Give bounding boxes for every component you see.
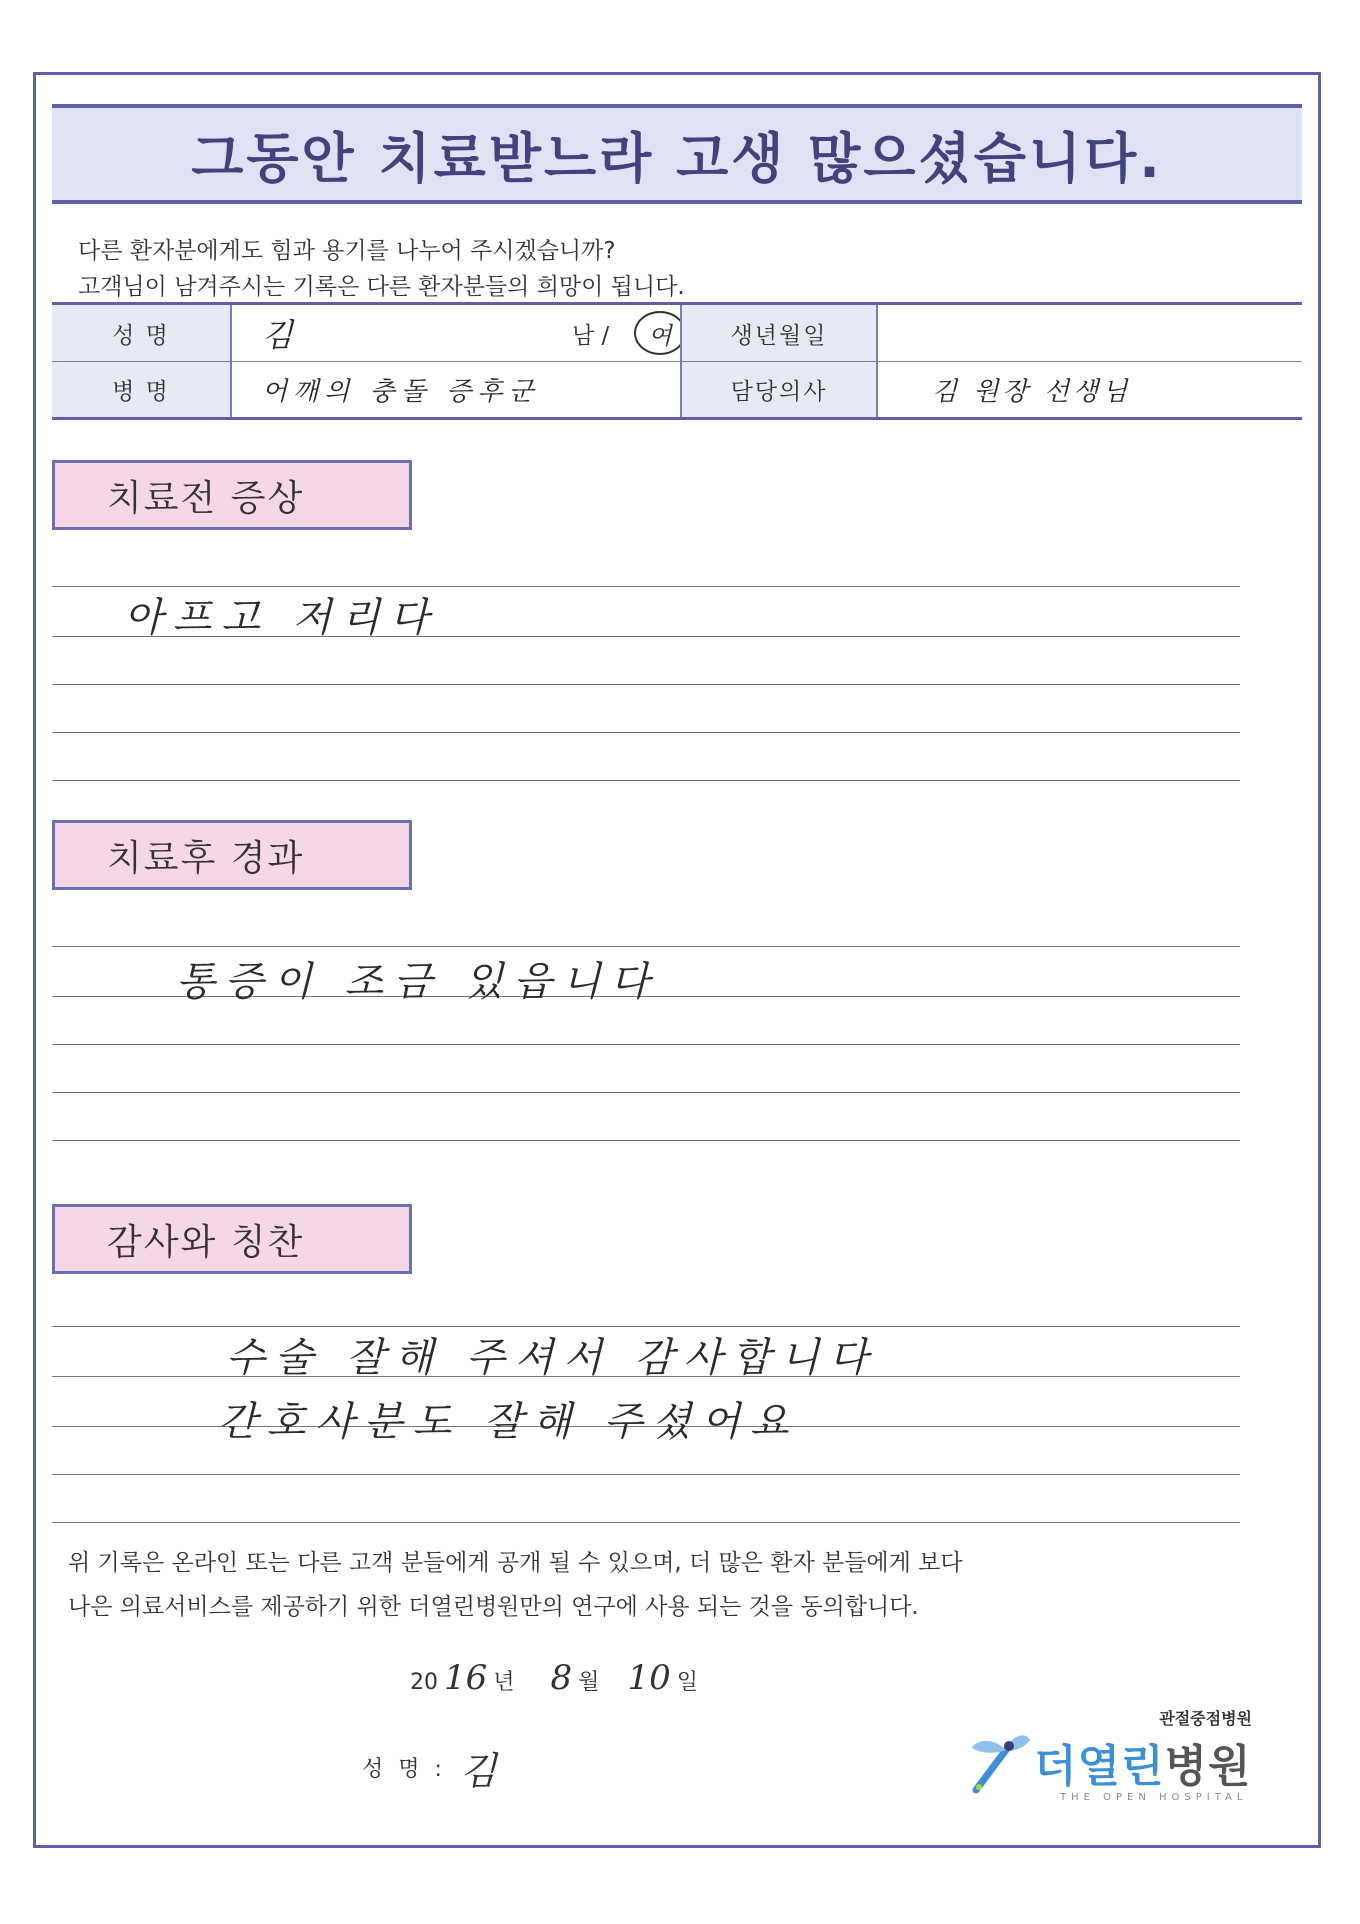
year-label: 년 [493, 1670, 515, 1695]
logo-subtitle: 관절중점병원 [1159, 1709, 1252, 1728]
day-label: 일 [676, 1670, 698, 1695]
signature-value: 김 [459, 1749, 497, 1793]
name-label: 성 명 [52, 305, 230, 361]
section-title-thanks: 감사와 칭찬 [52, 1204, 412, 1274]
signature-row [362, 1740, 497, 1795]
page-title: 그동안 치료받느라 고생 많으셨습니다. [191, 126, 1163, 190]
consent-line-1: 위 기록은 온라인 또는 다른 고객 분들에게 공개 될 수 있으며, 더 많은 환자 분들에게 보다 [68, 1550, 963, 1576]
consent-line-2: 나은 의료서비스를 제공하기 위한 더열린병원만의 연구에 사용 되는 것을 동의합니다. [68, 1594, 919, 1620]
thanks-text-line-2: 간호사분도 잘해 주셨어요 [218, 1399, 799, 1445]
doctor-label: 담당의사 [682, 362, 876, 417]
title-banner [52, 104, 1302, 204]
patient-info-table [52, 302, 1302, 420]
gender-selected: 여 [634, 311, 686, 355]
intro-line-1: 다른 환자분에게도 힘과 용기를 나누어 주시겠습니까? [78, 238, 616, 264]
section-title-after: 치료후 경과 [52, 820, 412, 890]
thanks-text-line-1: 수술 잘해 주셔서 감사합니다 [226, 1335, 878, 1381]
logo-name-blue: 더열린 [1034, 1741, 1165, 1792]
birth-value [912, 305, 1292, 361]
logo-english: THE OPEN HOSPITAL [1060, 1792, 1248, 1803]
signature-label: 성 명 : [362, 1757, 446, 1782]
section-title-before: 치료전 증상 [52, 460, 412, 530]
year-prefix: 20 [410, 1670, 438, 1695]
doctor-value: 김 원장 선생님 [932, 377, 1132, 407]
logo-name [1034, 1730, 1252, 1794]
date-row [410, 1658, 698, 1698]
disease-label: 병 명 [52, 362, 230, 417]
year-value: 16 [444, 1658, 488, 1698]
birth-label: 생년월일 [682, 305, 876, 361]
logo-name-gray: 병원 [1164, 1741, 1252, 1792]
month-label: 월 [578, 1670, 600, 1695]
before-text-line: 아프고 저리다 [124, 595, 439, 641]
month-value: 8 [550, 1658, 573, 1698]
name-value: 김 [262, 316, 293, 354]
after-text-line: 통증이 조금 있읍니다 [176, 959, 660, 1005]
dragonfly-icon [962, 1728, 1034, 1800]
day-value: 10 [627, 1658, 671, 1698]
gender-label: 남 / [572, 322, 610, 349]
disease-value: 어깨의 충돌 증후군 [262, 377, 540, 407]
intro-line-2: 고객님이 남겨주시는 기록은 다른 환자분들의 희망이 됩니다. [78, 274, 685, 300]
hospital-logo [962, 1706, 1252, 1816]
